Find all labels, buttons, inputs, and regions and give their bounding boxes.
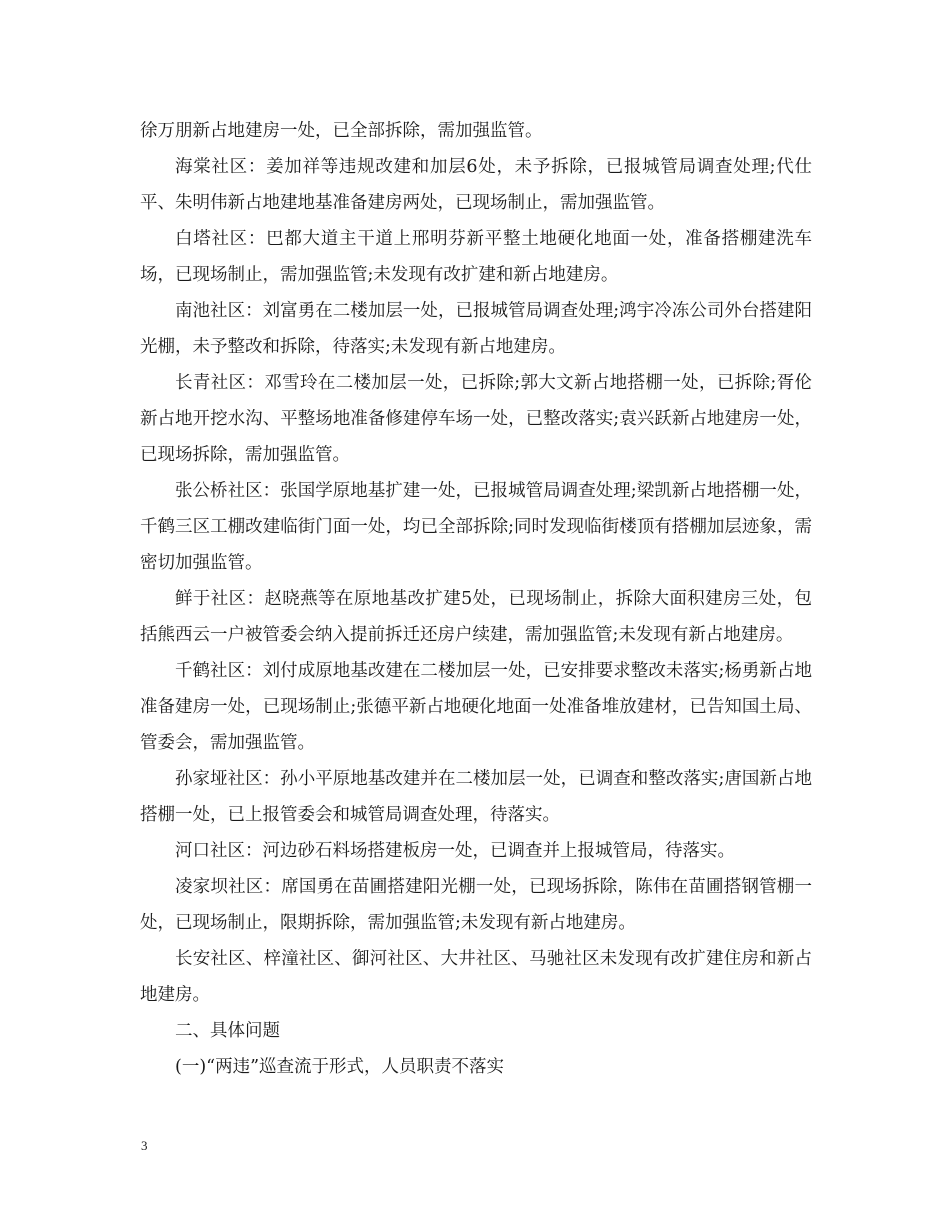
paragraph-other-communities: 长安社区、梓潼社区、御河社区、大井社区、马驰社区未发现有改扩建住房和新占地建房。 <box>140 949 812 1005</box>
page-number: 3 <box>141 1138 148 1153</box>
paragraph-nanchi-community: 南池社区：刘富勇在二楼加层一处，已报城管局调查处理;鸿宇冷冻公司外台搭建阳光棚，未予整改和拆除，待落实;未发现有新占地建房。 <box>140 301 812 357</box>
paragraph-changqing-community: 长青社区：邓雪玲在二楼加层一处，已拆除;郭大文新占地搭棚一处，已拆除;胥伦新占地开挖水沟、平整场地准备修建停车场一处，已整改落实;袁兴跃新占地建房一处，已现场拆除，需加强监管。 <box>140 373 812 465</box>
paragraph-qianhe-community: 千鹤社区：刘付成原地基改建在二楼加层一处，已安排要求整改未落实;杨勇新占地准备建房一处，已现场制止;张德平新占地硬化地面一处准备堆放建材，已告知国土局、管委会，需加强监管。 <box>140 661 812 753</box>
subsection-heading: (一)“两违”巡查流于形式，人员职责不落实 <box>175 1057 505 1077</box>
paragraph-xianyu-community: 鲜于社区：赵晓燕等在原地基改扩建5处，已现场制止，拆除大面积建房三处，包括熊西云一户被管委会纳入提前拆迁还房户续建，需加强监管;未发现有新占地建房。 <box>140 589 812 645</box>
paragraph-haitang-community: 海棠社区：姜加祥等违规改建和加层6处，未予拆除，已报城管局调查处理;代仕平、朱明伟新占地建地基准备建房两处，已现场制止，需加强监管。 <box>140 157 812 213</box>
paragraph-lingjiaba-community: 凌家坝社区：席国勇在苗圃搭建阳光棚一处，已现场拆除，陈伟在苗圃搭钢管棚一处，已现场制止，限期拆除，需加强监管;未发现有新占地建房。 <box>140 877 812 933</box>
paragraph-continuation: 徐万朋新占地建房一处，已全部拆除，需加强监管。 <box>140 121 543 141</box>
section-heading: 二、具体问题 <box>175 1021 280 1041</box>
paragraph-sunjiaya-community: 孙家垭社区：孙小平原地基改建并在二楼加层一处，已调查和整改落实;唐国新占地搭棚一处，已上报管委会和城管局调查处理，待落实。 <box>140 769 812 825</box>
paragraph-baita-community: 白塔社区：巴都大道主干道上邢明芬新平整土地硬化地面一处，准备搭棚建洗车场，已现场制止，需加强监管;未发现有改扩建和新占地建房。 <box>140 229 812 285</box>
paragraph-zhanggongqiao-community: 张公桥社区：张国学原地基扩建一处，已报城管局调查处理;梁凯新占地搭棚一处，千鹤三区工棚改建临街门面一处，均已全部拆除;同时发现临街楼顶有搭棚加层迹象，需密切加强监管。 <box>140 481 812 573</box>
paragraph-hekou-community: 河口社区：河边砂石料场搭建板房一处，已调查并上报城管局，待落实。 <box>175 841 735 861</box>
body-text <box>140 113 812 1085</box>
